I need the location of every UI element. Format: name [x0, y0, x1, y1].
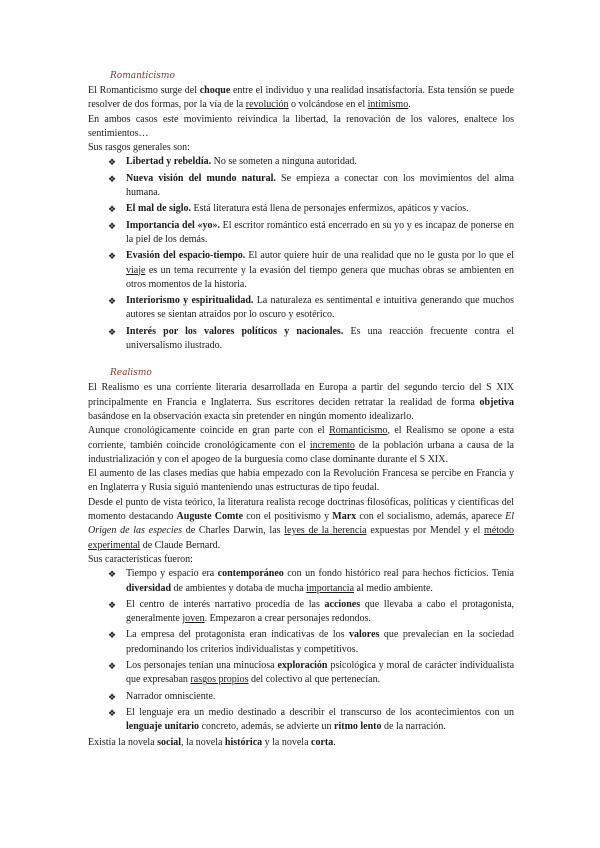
- diamond-bullet-icon: ❖: [108, 707, 117, 718]
- diamond-bullet-icon: ❖: [108, 204, 117, 215]
- paragraph: El aumento de las clases medias que había empezado con la Revolución Francesa se percibe en Francia y en Inglaterra y Rusia siguió manteniendo unas estructuras de tipo feudal.: [88, 468, 514, 494]
- diamond-bullet-icon: ❖: [108, 569, 117, 580]
- list-item: ❖ El mal de siglo. Está literatura está llena de personajes enfermizos, apáticos y vacíos.: [108, 202, 514, 216]
- paragraph: En ambos casos este movimiento reivindica la libertad, la renovación de los valores, enaltece los sentimientos…: [88, 113, 514, 139]
- diamond-bullet-icon: ❖: [108, 630, 117, 641]
- paragraph: Aunque cronológicamente coincide en gran parte con el Romanticismo, el Realismo se opone a esta corriente, también coincide cronológicamente con el incremento de la población urbana a causa de la industrialización y con el apogeo de la burguesía como clase dominante durante el S XIX.: [88, 425, 515, 465]
- list-item: ❖ Importancia del «yo». El escritor romántico está encerrado en su yo y es incapaz de ponerse en la piel de los demás.: [108, 219, 514, 245]
- paragraph: El Realismo es una corriente literaria desarrollada en Europa a partir del segundo tercio del S XIX principalmente en Francia e Inglaterra. Sus escritores deciden retratar la realidad de forma objetiva basándose en la observación exacta sin pretender en ningún momento idealizarlo.: [88, 382, 514, 422]
- diamond-bullet-icon: ❖: [108, 220, 117, 231]
- list-item: ❖ El lenguaje era un medio destinado a describir el transcurso de los acontecimientos con un lenguaje unitario concreto, además, se advierte un ritmo lento de la narración.: [108, 706, 514, 733]
- diamond-bullet-icon: ❖: [108, 660, 117, 671]
- list-item: ❖ Evasión del espacio-tiempo. El autor quiere huir de una realidad que no le gusta por lo que el viaje es un tema recurrente y la evasión del tiempo genera que muchas obras se ambienten en otros momentos de la historia.: [108, 250, 515, 290]
- list-item: ❖ El centro de interés narrativo procedía de las acciones que llevaba a cabo el protagonista, generalmente joven. Empezaron a crear personajes redondos.: [108, 598, 515, 625]
- list-item: ❖ La empresa del protagonista eran indicativas de los valores que prevalecían en la sociedad predominando los criterios individualistas y competitivos.: [108, 629, 514, 655]
- diamond-bullet-icon: ❖: [108, 251, 117, 262]
- list-item: ❖ Narrador omnisciente.: [108, 690, 514, 704]
- paragraph: Desde el punto de vista teórico, la literatura realista recoge doctrinas filosóficas, políticas y científicas del momento destacando Auguste Comte con el positivismo y Marx con el socialismo, además, aparece El Origen de las especies de Charles Darwin, las leyes de la herencia expuestas por Mendel y el método experimental de Claude Bernard.: [88, 496, 514, 551]
- diamond-bullet-icon: ❖: [108, 326, 117, 337]
- list-item: ❖ Libertad y rebeldía. No se someten a ninguna autoridad.: [108, 155, 514, 169]
- diamond-bullet-icon: ❖: [108, 691, 117, 702]
- diamond-bullet-icon: ❖: [108, 296, 117, 307]
- heading-realismo: Realismo: [110, 368, 152, 379]
- list-item: ❖ Interés por los valores políticos y nacionales. Es una reacción frecuente contra el universalismo ilustrado.: [108, 325, 514, 352]
- paragraph: Existía la novela social, la novela histórica y la novela corta.: [88, 737, 336, 749]
- paragraph: El Romanticismo surge del choque entre el individuo y una realidad insatisfactoria. Esta tensión se puede resolver de dos formas, por la vía de la revolución o volcándose en el intimismo.: [88, 85, 514, 111]
- diamond-bullet-icon: ❖: [108, 599, 117, 610]
- list-item: ❖ Los personajes tenían una minuciosa exploración psicológica y moral de carácter individualista que expresaban rasgos propios del colectivo al que pertenecían.: [108, 659, 515, 686]
- list-realismo: [88, 567, 514, 734]
- diamond-bullet-icon: ❖: [108, 173, 117, 184]
- list-romanticismo: [88, 155, 514, 353]
- paragraph: Sus rasgos generales son:: [88, 142, 190, 154]
- heading-romanticismo: Romanticismo: [110, 71, 175, 81]
- diamond-bullet-icon: ❖: [108, 157, 117, 168]
- section-gap: [88, 355, 514, 365]
- paragraph: Sus características fueron:: [88, 553, 193, 565]
- list-item: ❖ Interiorismo y espiritualidad. La naturaleza es sentimental e intuitiva generando que muchos autores se sientan atraídos por lo oscuro y esotérico.: [108, 295, 514, 321]
- list-item: ❖ Nueva visión del mundo natural. Se empieza a conectar con los movimientos del alma humana.: [108, 172, 514, 199]
- list-item: ❖ Tiempo y espacio era contemporáneo con un fondo histórico real para hechos ficticios. Tenía diversidad de ambientes y dotaba de mucha importancia al medio ambiente.: [108, 568, 514, 594]
